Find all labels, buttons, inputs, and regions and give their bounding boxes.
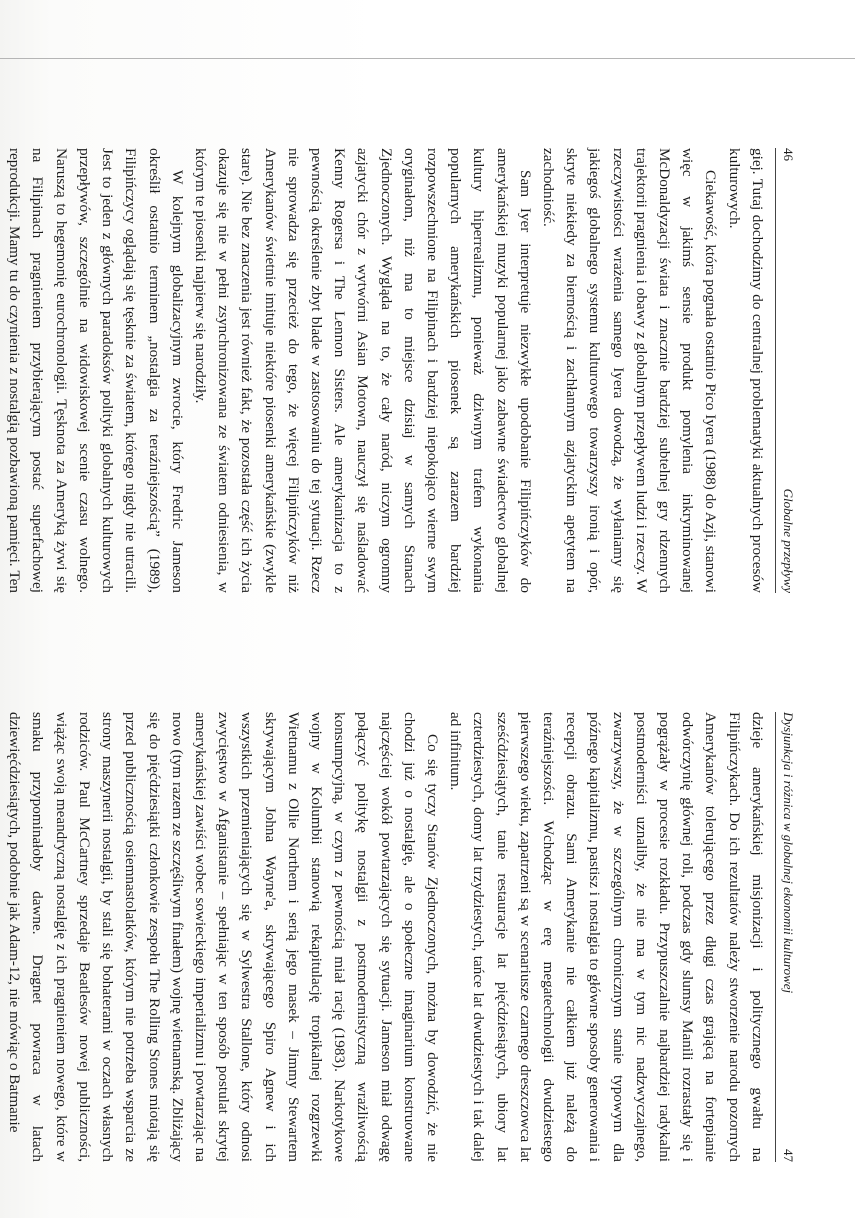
left-paragraph-4: W kolejnym globalizacyjnym zwrocie, który Fredric Jameson określił ostatnio terminem „nostalgia za teraźniejszością” (1989), Filipińczycy oglądają się tęsknie za światem, którego nigdy nie utracili. Jest to jeden z głównych paradoksów polityki globalnych kulturowych przepływów, szczególnie na widowiskowej scenie czasu wolnego. Naruszą to hegemonię eurochronologii. Tęsknota za Ameryką żywi się na Filipinach pragnieniem przybierającym postać superfachowej reprodukcji. Mamy tu do czynienia z nostalgią pozbawioną pamięci. Ten bbox=[6, 148, 186, 593]
left-paragraph-2: Ciekawość, która pognała ostatnio Pico Iyera (1988) do Azji, stanowi więc w jakimś sensie produkt pomylenia inkryminowanej McDonaldyzacji świata i znacznie bardziej subtelnej gry rdzennych trajektorii pragnienia i obawy z globalnym przepływem ludzi i rzeczy. W rzeczywistości wrażenia samego Iyera dowodzą, że wyłaniamy się jakiegoś globalnego systemu kulturowego towarzyszy ironią i opór, skryte niekiedy za biernością i zachłannym azjatyckim apetytem na zachodniość. bbox=[539, 148, 720, 593]
left-page bbox=[0, 148, 800, 593]
left-paragraph-3: Sam Iyer interpretuje niezwykłe upodobanie Filipińczyków do amerykańskiej muzyki popularnej jako zabawne świadectwo globalnej kultury hiperrealizmu, ponieważ dziwnym trafem wykonania popularnych amerykańskich piosenek są zarazem bardziej rozpowszechnione na Filipinach i bardziej niepokojąco wierne swym oryginałom, niż ma to miejsce dzisiaj w samych Stanach Zjednoczonych. Wygląda na to, że cały naród, niczym ogromny azjatycki chór z wytwórni Asian Motown, nauczył się naśladować Kenny Rogersa i The Lennon Sisters. Ale amerykanizacja to z pewnością określenie zbyt blade w zastosowaniu do tej sytuacji. Rzecz nie sprowadza się przecież do tego, że więcej Filipińczyków niż Amerykanów świetnie imituje niektóre piosenki amerykańskie (zwykle stare). Nie bez znaczenia jest również fakt, że pozostała część ich życia okazuje się nie w pełni zsynchronizowana ze światem odniesienia, w którym te piosenki najpierw się narodziły. bbox=[191, 148, 534, 593]
right-paragraph-1: dzieje amerykańskiej misjonizacji i politycznego gwałtu na Filipińczykach. Do ich rezultatów należy stworzenie narodu pozornych Amerykanów tolerującego przez długi czas grającą na fortepianie odwórczynię głównej roli, podczas gdy slumsy Manili rozrastały się i pogrążały w procesie rozkładu. Przypuszczalnie najbardziej radykalni postmoderniści uznaliby, że nie ma w tym nic nadzwyczajnego, zwarzywszy, że w szczególnym chronicznym stanie typowym dla późnego kapitalizmu, pastisz i nostalgia to główne sposoby generowania i recepcji obrazu. Sami Amerykanie nie całkiem już należą do teraźniejszości. Wchodząc w erę megatechnologii dwudziestego pierwszego wieku, zapatrzeni są w scenariusze czarnego dreszczowca lat sześćdziesiątych, tanie restauracje lat pięćdziesiątych, ubiory lat czterdziestych, domy lat trzydziestych, tańce lat dwudziestych i tak dalej ad infinitum. bbox=[447, 712, 766, 1162]
left-page-text bbox=[0, 148, 769, 593]
scan-edge-line bbox=[0, 58, 855, 59]
right-page-number: 47 bbox=[781, 1149, 796, 1162]
left-running-title: Globalne przepływy bbox=[781, 488, 796, 593]
left-running-head bbox=[775, 148, 800, 593]
right-running-title: Dysjunkcja i różnica w globalnej ekonomii kulturowej bbox=[781, 712, 796, 994]
left-page-number: 46 bbox=[781, 148, 796, 161]
right-paragraph-2: Co się tyczy Stanów Zjednoczonych, można by dowodzić, że nie chodzi już o nostalgię, ale o społeczne imaginarium konstruowane najczęściej wokół powtarzających się sytuacji. Jameson miał odwagę połączyć politykę nostalgii z postmodernistyczną wrażliwością konsumpcyjną, w czym z pewnością miał rację (1983). Narkotykowe wojny w Kolumbii stanowią rekapitulację tropikalnej rozgrzewki Wietnamu z Ollie Northem i serią jego masek – Jimmy Stewartem skrywającym Johna Wayne'a, skrywającego Spiro Agnew i ich wszystkich przemieniających się w Sylwestra Stallone, który odnosi zwycięstwo w Afganistanie – spełniając w ten sposób postulat skrytej amerykańskiej zawiści wobec sowieckiego imperializmu i powtarzając na nowo (tym razem ze szczęśliwym finałem) wojnę wietnamską. Zbliżający się do pięćdziesiątki członkowie zespołu The Rolling Stones miotają się przed publicznością osiemnastolatków, którym nie potrzeba wsparcia ze strony maszynerii nostalgii, by stali się bohaterami w oczach własnych rodziców. Paul McCartney sprzedaje Beatlesów nowej publiczności, wiążąc swoją meandryczną nostalgię z ich pragnieniem nowego, które w smaku przypominałoby dawne. Dragnet powraca w latach dziewięćdziesiątych, podobnie jak Adam-12, nie mówiąc o Batmanie bbox=[6, 712, 441, 1162]
right-running-head bbox=[775, 712, 800, 1162]
left-paragraph-1: giej. Tutaj dochodzimy do centralnej problematyki aktualnych procesów kulturowych. bbox=[725, 148, 766, 593]
right-page-text bbox=[3, 712, 769, 1162]
right-page bbox=[3, 712, 800, 1162]
